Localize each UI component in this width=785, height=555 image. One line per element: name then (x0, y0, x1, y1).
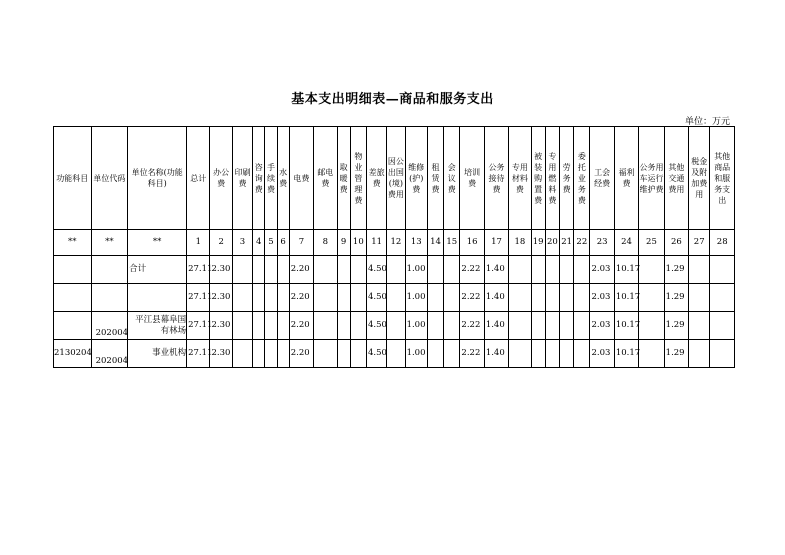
unit-name-cell: 事业机构 (128, 340, 187, 368)
value-cell (337, 284, 350, 312)
value-cell: 2.22 (460, 284, 484, 312)
column-header: 被装购置费 (531, 127, 545, 230)
column-header: 水费 (277, 127, 289, 230)
value-cell: 10.17 (614, 284, 638, 312)
column-header: 税金及附加费用 (689, 127, 710, 230)
value-cell (710, 284, 735, 312)
value-cell (710, 312, 735, 340)
column-index: 22 (574, 230, 590, 256)
value-cell (639, 256, 664, 284)
value-cell (560, 312, 574, 340)
value-cell (232, 340, 252, 368)
value-cell (560, 340, 574, 368)
column-header: 总计 (187, 127, 210, 230)
unit-code-cell (91, 284, 128, 312)
value-cell: 1.29 (664, 312, 688, 340)
column-header: 专用材料费 (509, 127, 531, 230)
column-header: 单位代码 (91, 127, 128, 230)
value-cell (350, 256, 366, 284)
value-cell: 27.11 (187, 340, 210, 368)
column-header: 办公费 (210, 127, 232, 230)
value-cell (314, 312, 337, 340)
value-cell (350, 340, 366, 368)
func-code-cell: 2130204 (54, 340, 92, 368)
value-cell (337, 340, 350, 368)
value-cell (314, 284, 337, 312)
unit-code-cell: 202004 (91, 312, 128, 340)
value-cell (639, 340, 664, 368)
column-index: 16 (460, 230, 484, 256)
value-cell (545, 256, 559, 284)
value-cell: 1.29 (664, 256, 688, 284)
column-index: 17 (484, 230, 508, 256)
value-cell: 2.22 (460, 312, 484, 340)
column-header: 公务接待费 (484, 127, 508, 230)
column-header: 取暖费 (337, 127, 350, 230)
value-cell: 1.00 (405, 284, 427, 312)
column-header: 印刷费 (232, 127, 252, 230)
value-cell: 4.50 (366, 284, 386, 312)
value-cell (265, 284, 277, 312)
value-cell (253, 312, 265, 340)
func-code-cell (54, 256, 92, 284)
value-cell (689, 312, 710, 340)
value-cell (387, 256, 405, 284)
value-cell: 2.03 (590, 312, 614, 340)
column-header: 因公出国(境)费用 (387, 127, 405, 230)
column-index: 27 (689, 230, 710, 256)
value-cell: 2.22 (460, 256, 484, 284)
unit-name-cell (128, 284, 187, 312)
value-cell (314, 340, 337, 368)
value-cell (387, 340, 405, 368)
column-index: 26 (664, 230, 688, 256)
value-cell (427, 312, 443, 340)
unit-name-cell: 平江县幕阜国有林场 (128, 312, 187, 340)
column-index: 19 (531, 230, 545, 256)
column-index: 3 (232, 230, 252, 256)
value-cell (277, 256, 289, 284)
column-index: 28 (710, 230, 735, 256)
column-header: 其他商品和服务支出 (710, 127, 735, 230)
value-cell (531, 284, 545, 312)
value-cell: 10.17 (614, 256, 638, 284)
column-header: 会议费 (444, 127, 460, 230)
value-cell: 2.20 (289, 340, 313, 368)
column-index: 18 (509, 230, 531, 256)
value-cell: 2.30 (210, 284, 232, 312)
value-cell (574, 256, 590, 284)
value-cell: 1.00 (405, 256, 427, 284)
value-cell (337, 312, 350, 340)
value-cell (689, 284, 710, 312)
value-cell (232, 256, 252, 284)
value-cell: 2.20 (289, 312, 313, 340)
table-row (54, 340, 735, 368)
value-cell: 2.20 (289, 284, 313, 312)
value-cell: 1.40 (484, 284, 508, 312)
column-index: 8 (314, 230, 337, 256)
value-cell: 2.03 (590, 256, 614, 284)
value-cell: 2.22 (460, 340, 484, 368)
value-cell (444, 256, 460, 284)
value-cell: 2.20 (289, 256, 313, 284)
column-header: 功能科目 (54, 127, 92, 230)
column-header: 差旅费 (366, 127, 386, 230)
value-cell (509, 312, 531, 340)
value-cell (265, 256, 277, 284)
value-cell (639, 312, 664, 340)
value-cell: 1.29 (664, 340, 688, 368)
value-cell (253, 256, 265, 284)
value-cell: 1.40 (484, 312, 508, 340)
column-index: ** (91, 230, 128, 256)
unit-code-cell: 202004 (91, 340, 128, 368)
value-cell (560, 284, 574, 312)
value-cell (232, 284, 252, 312)
column-header: 租赁费 (427, 127, 443, 230)
value-cell: 27.11 (187, 256, 210, 284)
value-cell (277, 340, 289, 368)
column-index: 4 (253, 230, 265, 256)
value-cell (560, 256, 574, 284)
value-cell (574, 284, 590, 312)
value-cell (277, 284, 289, 312)
column-index: 6 (277, 230, 289, 256)
value-cell (427, 340, 443, 368)
value-cell: 4.50 (366, 256, 386, 284)
column-header: 维修(护)费 (405, 127, 427, 230)
value-cell (427, 256, 443, 284)
column-header: 工会经费 (590, 127, 614, 230)
value-cell (509, 256, 531, 284)
value-cell: 1.40 (484, 256, 508, 284)
column-header: 邮电费 (314, 127, 337, 230)
value-cell (509, 340, 531, 368)
value-cell (531, 340, 545, 368)
column-header: 手续费 (265, 127, 277, 230)
column-index: 24 (614, 230, 638, 256)
header-row (54, 127, 735, 230)
value-cell (253, 284, 265, 312)
value-cell (710, 340, 735, 368)
value-cell (444, 284, 460, 312)
value-cell: 2.03 (590, 340, 614, 368)
column-header: 咨询费 (253, 127, 265, 230)
value-cell (545, 284, 559, 312)
value-cell: 2.30 (210, 340, 232, 368)
value-cell: 2.30 (210, 312, 232, 340)
value-cell (509, 284, 531, 312)
value-cell (314, 256, 337, 284)
table-row (54, 256, 735, 284)
column-index: 13 (405, 230, 427, 256)
column-index: 7 (289, 230, 313, 256)
column-header: 电费 (289, 127, 313, 230)
value-cell: 2.03 (590, 284, 614, 312)
column-index: 9 (337, 230, 350, 256)
unit-label: 单位：万元 (684, 117, 730, 127)
value-cell (265, 340, 277, 368)
unit-name-cell: 合计 (128, 256, 187, 284)
value-cell (689, 340, 710, 368)
value-cell (387, 312, 405, 340)
value-cell (574, 340, 590, 368)
value-cell (350, 284, 366, 312)
value-cell (639, 284, 664, 312)
unit-code-cell (91, 256, 128, 284)
value-cell: 10.17 (614, 340, 638, 368)
value-cell (350, 312, 366, 340)
value-cell: 4.50 (366, 312, 386, 340)
table-row (54, 284, 735, 312)
value-cell (427, 284, 443, 312)
value-cell (545, 312, 559, 340)
column-header: 物业管理费 (350, 127, 366, 230)
value-cell (574, 312, 590, 340)
column-index: 5 (265, 230, 277, 256)
table-row (54, 312, 735, 340)
value-cell (265, 312, 277, 340)
column-index: 21 (560, 230, 574, 256)
value-cell (444, 340, 460, 368)
column-index: 14 (427, 230, 443, 256)
value-cell (277, 312, 289, 340)
value-cell (531, 312, 545, 340)
column-header: 公务用车运行维护费 (639, 127, 664, 230)
value-cell: 10.17 (614, 312, 638, 340)
column-header: 其他交通费用 (664, 127, 688, 230)
column-index: 10 (350, 230, 366, 256)
value-cell: 1.00 (405, 340, 427, 368)
value-cell (232, 312, 252, 340)
column-header: 委托业务费 (574, 127, 590, 230)
value-cell: 4.50 (366, 340, 386, 368)
column-index: 1 (187, 230, 210, 256)
value-cell (387, 284, 405, 312)
column-index: 15 (444, 230, 460, 256)
column-index: ** (54, 230, 92, 256)
value-cell (545, 340, 559, 368)
value-cell: 27.11 (187, 312, 210, 340)
column-header: 单位名称(功能科目) (128, 127, 187, 230)
value-cell (531, 256, 545, 284)
column-index: 25 (639, 230, 664, 256)
column-header: 福利费 (614, 127, 638, 230)
value-cell: 1.40 (484, 340, 508, 368)
index-row (54, 230, 735, 256)
page-title: 基本支出明细表—商品和服务支出 (291, 92, 494, 107)
column-index: 23 (590, 230, 614, 256)
expense-table (53, 126, 735, 368)
value-cell: 1.00 (405, 312, 427, 340)
column-index: 11 (366, 230, 386, 256)
column-header: 劳务费 (560, 127, 574, 230)
column-index: ** (128, 230, 187, 256)
value-cell (689, 256, 710, 284)
column-header: 培训费 (460, 127, 484, 230)
value-cell: 27.11 (187, 284, 210, 312)
value-cell: 1.29 (664, 284, 688, 312)
value-cell (337, 256, 350, 284)
value-cell (253, 340, 265, 368)
value-cell (444, 312, 460, 340)
func-code-cell (54, 284, 92, 312)
column-index: 2 (210, 230, 232, 256)
value-cell (710, 256, 735, 284)
column-header: 专用燃料费 (545, 127, 559, 230)
column-index: 12 (387, 230, 405, 256)
value-cell: 2.30 (210, 256, 232, 284)
column-index: 20 (545, 230, 559, 256)
func-code-cell (54, 312, 92, 340)
